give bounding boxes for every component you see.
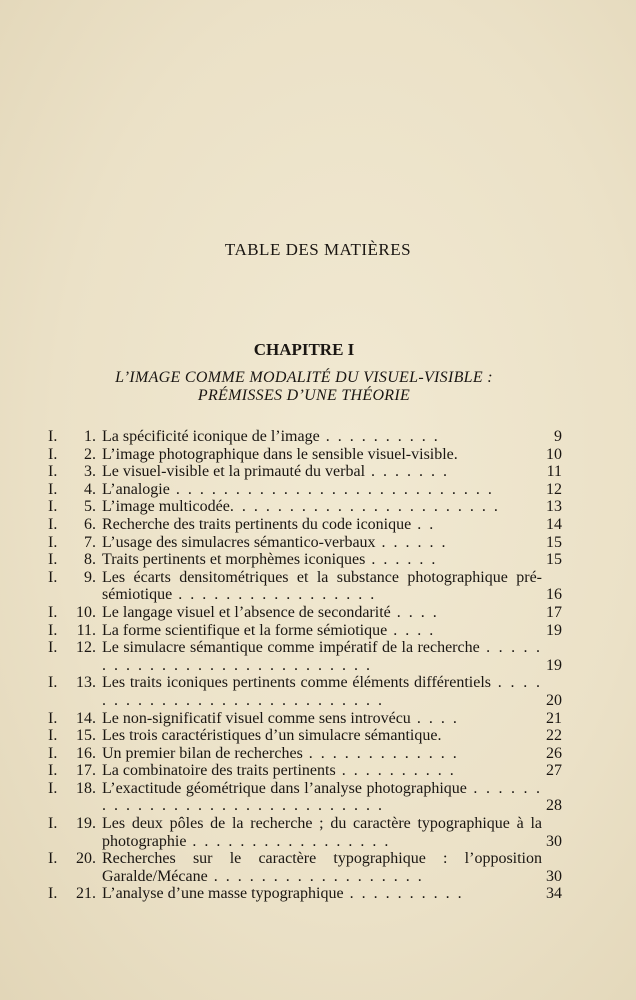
toc-entry-text: La combinatoire des traits pertinents — [102, 762, 336, 780]
toc-entry-title — [102, 780, 542, 815]
chapter-roman-numeral: I. — [48, 744, 58, 762]
toc-entry-text: L’usage des simulacres sémantico-verbaux — [102, 533, 376, 551]
chapter-roman-numeral: I. — [48, 533, 58, 551]
chapter-roman-numeral: I. — [48, 498, 58, 516]
leader-dots: . . . . . . . . . . . . . . . . . . . . . . . . . . . . . . — [102, 779, 542, 815]
chapter-title-line-1: L’IMAGE COMME MODALITÉ DU VISUEL-VISIBLE : — [115, 369, 493, 386]
toc-entry-text: Le visuel-visible et la primauté du verbal — [102, 463, 366, 481]
chapter-roman-numeral: I. — [48, 727, 58, 745]
toc-entry — [48, 850, 562, 885]
toc-entry-page-number: 19 — [546, 621, 562, 639]
toc-entry-page-number: 17 — [546, 603, 562, 621]
section-number: 7. — [84, 533, 96, 551]
leader-dots: . . . . . . . . . . . . . . . . . . . . . . . . . . . . — [102, 674, 543, 709]
toc-entry-number — [48, 604, 98, 622]
toc-entry-title — [102, 745, 542, 763]
chapter-roman-numeral: I. — [48, 709, 58, 727]
leader-dots: . . . . . . . . . . — [319, 428, 440, 445]
toc-entry-page-number: 11 — [546, 463, 562, 481]
chapter-roman-numeral: I. — [48, 850, 58, 868]
toc-entry — [48, 463, 562, 481]
toc-entry-list — [48, 428, 562, 903]
toc-entry-number — [48, 446, 98, 464]
toc-entry-text: Les deux pôles de la recherche ; du caractère typographique à la photographie — [102, 815, 542, 850]
section-number: 18. — [76, 779, 96, 797]
toc-entry-number — [48, 534, 98, 552]
toc-entry-page-number: 15 — [546, 551, 562, 569]
toc-entry — [48, 727, 562, 745]
section-number: 16. — [76, 744, 96, 762]
toc-entry-page-number: 30 — [546, 832, 562, 850]
section-number: 3. — [84, 463, 96, 481]
toc-entry-page-number: 14 — [546, 515, 562, 533]
toc-entry — [48, 516, 562, 534]
toc-entry-text: L’image multicodée — [102, 498, 230, 516]
toc-entry-page-number: 9 — [554, 428, 562, 445]
toc-entry — [48, 428, 562, 446]
toc-entry — [48, 446, 562, 464]
section-number: 19. — [76, 815, 96, 833]
toc-entry-page-number: 26 — [546, 744, 562, 762]
toc-entry-title — [102, 710, 542, 728]
toc-entry-number — [48, 815, 98, 833]
toc-entry-page-number: 20 — [546, 691, 562, 709]
toc-entry — [48, 815, 562, 850]
toc-entry-title — [102, 534, 542, 552]
toc-entry-title — [102, 850, 542, 885]
chapter-roman-numeral: I. — [48, 815, 58, 833]
toc-entry-title — [102, 727, 542, 745]
leader-dots: . . . . . . . . . . . . . . . . . . . . . . . . . . . . — [102, 639, 543, 674]
leader-dots: . . . . . . . . . . . . . — [302, 744, 459, 762]
section-number: 8. — [84, 551, 96, 569]
toc-entry-title — [102, 551, 542, 569]
chapter-label: CHAPITRE I — [253, 340, 355, 359]
leader-dots: . . . . . . . . . . — [343, 885, 464, 903]
chapter-roman-numeral: I. — [48, 779, 58, 797]
toc-entry-number — [48, 762, 98, 780]
chapter-title-line-2: PRÉMISSES D’UNE THÉORIE — [197, 387, 411, 404]
section-number: 13. — [76, 674, 96, 692]
section-number: 11. — [76, 621, 96, 639]
toc-entry-title — [102, 446, 542, 464]
chapter-roman-numeral: I. — [48, 515, 58, 533]
toc-entry-title — [102, 815, 542, 850]
toc-entry-page-number: 21 — [546, 709, 562, 727]
chapter-roman-numeral: I. — [48, 762, 58, 780]
toc-entry-title — [102, 481, 542, 499]
toc-entry-text: Les écarts densitométriques et la substance photographique pré-sémiotique — [102, 568, 542, 604]
toc-entry-title — [102, 498, 542, 516]
leader-dots: . . . . . . . . . . — [335, 762, 456, 780]
toc-entry-number — [48, 727, 98, 745]
toc-entry-number — [48, 745, 98, 763]
toc-entry-text: L’exactitude géométrique dans l’analyse photographique — [102, 779, 467, 797]
section-number: 2. — [84, 445, 96, 463]
toc-entry-title — [102, 674, 542, 709]
table-of-contents-heading: TABLE DES MATIÈRES — [224, 240, 412, 259]
toc-entry — [48, 780, 562, 815]
chapter-roman-numeral: I. — [48, 568, 58, 586]
toc-entry-text: Le langage visuel et l’absence de secondarité — [102, 603, 391, 621]
toc-entry — [48, 762, 562, 780]
toc-entry-title — [102, 604, 542, 622]
toc-entry-number — [48, 569, 98, 587]
toc-entry-page-number: 16 — [546, 586, 562, 604]
toc-entry-title — [102, 569, 542, 604]
toc-entry-title — [102, 463, 542, 481]
toc-entry — [48, 534, 562, 552]
leader-dots: . . . . . . . . . . . . . . . . . . . . . . . . . . . — [169, 480, 494, 498]
toc-entry-text: L’image photographique dans le sensible visuel-visible. — [102, 445, 458, 463]
leader-dots: . . . . . . . . . . . . . . . . . — [186, 832, 391, 850]
toc-entry-title — [102, 516, 542, 534]
chapter-roman-numeral: I. — [48, 551, 58, 569]
chapter-roman-numeral: I. — [48, 885, 58, 903]
toc-entry-page-number: 15 — [546, 533, 562, 551]
toc-entry-title — [102, 428, 542, 446]
leader-dots: . . . . . . — [375, 533, 448, 551]
leader-dots: . . . . — [390, 603, 439, 621]
section-number: 5. — [84, 498, 96, 516]
leader-dots: . . . . . . . . . . . . . . . . . — [172, 586, 377, 604]
section-number: 21. — [76, 885, 96, 903]
toc-entry — [48, 745, 562, 763]
section-number: 9. — [84, 568, 96, 586]
chapter-roman-numeral: I. — [48, 480, 58, 498]
chapter-roman-numeral: I. — [48, 639, 58, 657]
toc-entry-title — [102, 639, 542, 674]
leader-dots: . . . . . . . . . . . . . . . . . . . . . . . — [229, 498, 500, 516]
toc-entry-number — [48, 551, 98, 569]
toc-entry-number — [48, 516, 98, 534]
leader-dots: . . . . . . . . . . . . . . . . . . — [207, 867, 424, 885]
toc-entry-page-number: 10 — [546, 445, 562, 463]
toc-entry-text: La spécificité iconique de l’image — [102, 428, 320, 445]
toc-entry-text: Recherches sur le caractère typographique : l’opposition Garalde/Mécane — [102, 850, 542, 885]
toc-entry-number — [48, 481, 98, 499]
toc-entry-number — [48, 674, 98, 692]
section-number: 4. — [84, 480, 96, 498]
toc-entry-page-number: 28 — [546, 797, 562, 815]
toc-entry-page-number: 27 — [546, 762, 562, 780]
toc-entry-text: Les trois caractéristiques d’un simulacre sémantique. — [102, 727, 442, 745]
toc-entry — [48, 569, 562, 604]
toc-entry-text: L’analogie — [102, 480, 170, 498]
toc-entry-number — [48, 463, 98, 481]
toc-entry-text: Les traits iconiques pertinents comme éléments différentiels — [102, 674, 491, 692]
toc-entry-page-number: 19 — [546, 656, 562, 674]
toc-entry-text: L’analyse d’une masse typographique — [102, 885, 344, 903]
chapter-roman-numeral: I. — [48, 428, 58, 445]
chapter-roman-numeral: I. — [48, 621, 58, 639]
toc-entry-title — [102, 885, 542, 903]
section-number: 10. — [76, 603, 96, 621]
toc-entry-page-number: 30 — [546, 867, 562, 885]
toc-entry-number — [48, 850, 98, 868]
toc-entry-page-number: 13 — [546, 498, 562, 516]
toc-entry — [48, 639, 562, 674]
toc-entry-number — [48, 885, 98, 903]
toc-entry — [48, 604, 562, 622]
toc-entry — [48, 674, 562, 709]
toc-entry-title — [102, 622, 542, 640]
toc-entry-number — [48, 622, 98, 640]
leader-dots: . . . . . . — [365, 551, 438, 569]
chapter-roman-numeral: I. — [48, 603, 58, 621]
toc-entry-text: Le simulacre sémantique comme impératif de la recherche — [102, 639, 480, 657]
toc-entry-page-number: 12 — [546, 480, 562, 498]
toc-entry-text: La forme scientifique et la forme sémiotique — [102, 621, 388, 639]
toc-entry-number — [48, 780, 98, 798]
toc-entry-text: Recherche des traits pertinents du code iconique — [102, 515, 412, 533]
section-number: 17. — [76, 762, 96, 780]
toc-entry-number — [48, 428, 98, 446]
toc-entry-text: Le non-significatif visuel comme sens introvécu — [102, 709, 411, 727]
toc-entry-number — [48, 498, 98, 516]
chapter-roman-numeral: I. — [48, 674, 58, 692]
toc-entry-text: Traits pertinents et morphèmes iconiques — [102, 551, 366, 569]
toc-entry-number — [48, 639, 98, 657]
toc-entry-text: Un premier bilan de recherches — [102, 744, 303, 762]
section-number: 14. — [76, 709, 96, 727]
toc-entry-number — [48, 710, 98, 728]
section-number: 6. — [84, 515, 96, 533]
leader-dots: . . — [411, 515, 436, 533]
toc-entry — [48, 498, 562, 516]
toc-entry-title — [102, 762, 542, 780]
toc-entry — [48, 481, 562, 499]
chapter-roman-numeral: I. — [48, 445, 58, 463]
toc-entry — [48, 885, 562, 903]
section-number: 1. — [84, 428, 96, 445]
chapter-roman-numeral: I. — [48, 463, 58, 481]
toc-entry-page-number: 34 — [546, 885, 562, 903]
toc-entry — [48, 622, 562, 640]
section-number: 15. — [76, 727, 96, 745]
leader-dots: . . . . — [410, 709, 459, 727]
section-number: 12. — [76, 639, 96, 657]
toc-entry — [48, 551, 562, 569]
toc-entry — [48, 710, 562, 728]
toc-entry-page-number: 22 — [546, 727, 562, 745]
leader-dots: . . . . — [387, 621, 436, 639]
section-number: 20. — [76, 850, 96, 868]
leader-dots: . . . . . . . — [365, 463, 450, 481]
